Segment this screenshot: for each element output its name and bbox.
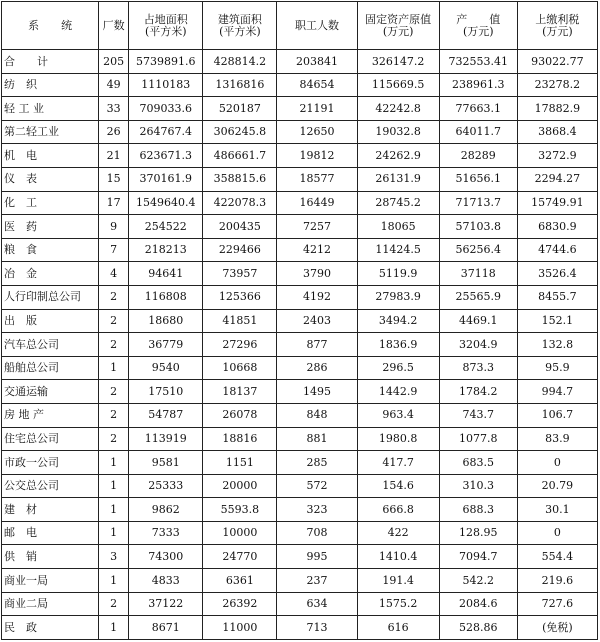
cell-staff: 1495 [277,380,357,404]
table-row [2,545,598,569]
cell-land-area: 5739891.6 [129,50,203,74]
cell-output: 64011.7 [439,120,517,144]
cell-staff: 3790 [277,262,357,286]
cell-profit-tax: 23278.2 [517,73,597,97]
cell-building-area: 520187 [203,97,277,121]
cell-fixed-assets: 28745.2 [357,191,439,215]
cell-system: 房 地 产 [2,403,99,427]
cell-output: 310.3 [439,474,517,498]
cell-staff: 713 [277,616,357,640]
cell-staff: 19812 [277,144,357,168]
cell-building-area: 10000 [203,521,277,545]
cell-building-area: 41851 [203,309,277,333]
cell-factories: 49 [99,73,129,97]
cell-factories: 2 [99,333,129,357]
cell-profit-tax: 4744.6 [517,238,597,262]
cell-building-area: 18137 [203,380,277,404]
cell-building-area: 18816 [203,427,277,451]
cell-building-area: 26078 [203,403,277,427]
cell-fixed-assets: 11424.5 [357,238,439,262]
cell-system: 船舶总公司 [2,356,99,380]
table-row [2,380,598,404]
header-staff: 职工人数 [277,2,357,50]
cell-profit-tax: 152.1 [517,309,597,333]
cell-output: 688.3 [439,498,517,522]
header-profit-tax-unit: (万元) [542,24,573,38]
cell-output: 542.2 [439,569,517,593]
cell-profit-tax: 17882.9 [517,97,597,121]
cell-factories: 205 [99,50,129,74]
cell-system: 商业一局 [2,569,99,593]
table-row [2,97,598,121]
cell-output: 3204.9 [439,333,517,357]
cell-fixed-assets: 26131.9 [357,167,439,191]
table-body [2,50,598,640]
cell-factories: 2 [99,403,129,427]
cell-system: 交通运输 [2,380,99,404]
cell-building-area: 229466 [203,238,277,262]
cell-factories: 3 [99,545,129,569]
cell-land-area: 1110183 [129,73,203,97]
cell-output: 7094.7 [439,545,517,569]
cell-land-area: 9540 [129,356,203,380]
cell-system: 供 销 [2,545,99,569]
cell-fixed-assets: 18065 [357,215,439,239]
cell-building-area: 73957 [203,262,277,286]
cell-staff: 21191 [277,97,357,121]
table-row [2,191,598,215]
cell-fixed-assets: 1410.4 [357,545,439,569]
cell-staff: 18577 [277,167,357,191]
cell-profit-tax: 3868.4 [517,120,597,144]
cell-land-area: 7333 [129,521,203,545]
cell-factories: 2 [99,285,129,309]
cell-profit-tax: 0 [517,521,597,545]
cell-factories: 9 [99,215,129,239]
cell-output: 238961.3 [439,73,517,97]
table-row [2,474,598,498]
cell-staff: 237 [277,569,357,593]
cell-fixed-assets: 27983.9 [357,285,439,309]
cell-output: 873.3 [439,356,517,380]
cell-output: 528.86 [439,616,517,640]
header-building-area [203,2,277,50]
cell-staff: 708 [277,521,357,545]
header-fixed-assets-unit: (万元) [382,24,414,38]
header-system: 系 统 [2,2,99,50]
cell-factories: 33 [99,97,129,121]
table-row [2,498,598,522]
cell-fixed-assets: 296.5 [357,356,439,380]
cell-profit-tax: 3526.4 [517,262,597,286]
cell-system: 医 药 [2,215,99,239]
table-row [2,262,598,286]
cell-fixed-assets: 963.4 [357,403,439,427]
cell-building-area: 125366 [203,285,277,309]
cell-profit-tax: 83.9 [517,427,597,451]
cell-fixed-assets: 1980.8 [357,427,439,451]
cell-building-area: 486661.7 [203,144,277,168]
cell-output: 71713.7 [439,191,517,215]
cell-profit-tax: 554.4 [517,545,597,569]
table-row [2,309,598,333]
cell-staff: 4192 [277,285,357,309]
cell-profit-tax: 0 [517,451,597,475]
cell-land-area: 74300 [129,545,203,569]
cell-profit-tax: 95.9 [517,356,597,380]
table-row [2,616,598,640]
cell-staff: 286 [277,356,357,380]
cell-land-area: 37122 [129,592,203,616]
cell-fixed-assets: 1836.9 [357,333,439,357]
cell-output: 57103.8 [439,215,517,239]
cell-staff: 4212 [277,238,357,262]
cell-profit-tax: 727.6 [517,592,597,616]
cell-profit-tax: 219.6 [517,569,597,593]
header-land-area-title: 占地面积 [143,12,188,26]
cell-factories: 2 [99,592,129,616]
table-row [2,569,598,593]
table-row [2,285,598,309]
table-row [2,73,598,97]
cell-land-area: 54787 [129,403,203,427]
cell-profit-tax: 2294.27 [517,167,597,191]
cell-system: 住宅总公司 [2,427,99,451]
table-row [2,403,598,427]
cell-land-area: 116808 [129,285,203,309]
cell-staff: 12650 [277,120,357,144]
cell-profit-tax: 106.7 [517,403,597,427]
header-fixed-assets-title: 固定资产原值 [365,12,432,26]
cell-building-area: 20000 [203,474,277,498]
cell-land-area: 17510 [129,380,203,404]
cell-staff: 203841 [277,50,357,74]
cell-output: 683.5 [439,451,517,475]
cell-factories: 1 [99,356,129,380]
cell-output: 2084.6 [439,592,517,616]
cell-output: 4469.1 [439,309,517,333]
cell-fixed-assets: 115669.5 [357,73,439,97]
header-land-area-unit: (平方米) [144,24,187,38]
cell-building-area: 11000 [203,616,277,640]
cell-staff: 848 [277,403,357,427]
table-row [2,356,598,380]
table-row [2,592,598,616]
cell-building-area: 1316816 [203,73,277,97]
cell-fixed-assets: 326147.2 [357,50,439,74]
table-row [2,50,598,74]
cell-profit-tax: 994.7 [517,380,597,404]
cell-system: 公交总公司 [2,474,99,498]
cell-output: 25565.9 [439,285,517,309]
cell-land-area: 25333 [129,474,203,498]
cell-land-area: 264767.4 [129,120,203,144]
cell-system: 机 电 [2,144,99,168]
cell-factories: 4 [99,262,129,286]
cell-land-area: 4833 [129,569,203,593]
cell-staff: 995 [277,545,357,569]
cell-profit-tax: 20.79 [517,474,597,498]
cell-factories: 26 [99,120,129,144]
cell-output: 56256.4 [439,238,517,262]
table-row [2,215,598,239]
table-row [2,120,598,144]
cell-factories: 7 [99,238,129,262]
cell-staff: 634 [277,592,357,616]
cell-building-area: 1151 [203,451,277,475]
cell-factories: 21 [99,144,129,168]
cell-building-area: 10668 [203,356,277,380]
cell-factories: 15 [99,167,129,191]
cell-factories: 1 [99,616,129,640]
cell-system: 汽车总公司 [2,333,99,357]
header-building-area-title: 建筑面积 [217,12,262,26]
cell-profit-tax: 3272.9 [517,144,597,168]
header-output-unit: (万元) [462,24,494,38]
cell-profit-tax: 30.1 [517,498,597,522]
cell-building-area: 27296 [203,333,277,357]
cell-staff: 16449 [277,191,357,215]
header-building-area-unit: (平方米) [219,24,261,38]
cell-staff: 572 [277,474,357,498]
cell-factories: 1 [99,521,129,545]
cell-building-area: 306245.8 [203,120,277,144]
table-header-row [2,2,598,50]
cell-profit-tax: (免税) [517,616,597,640]
cell-system: 仪 表 [2,167,99,191]
cell-land-area: 9862 [129,498,203,522]
cell-fixed-assets: 24262.9 [357,144,439,168]
table-row [2,144,598,168]
cell-system: 冶 金 [2,262,99,286]
cell-system: 建 材 [2,498,99,522]
cell-building-area: 428814.2 [203,50,277,74]
cell-profit-tax: 6830.9 [517,215,597,239]
cell-staff: 2403 [277,309,357,333]
cell-output: 51656.1 [439,167,517,191]
cell-system: 轻 工 业 [2,97,99,121]
header-factories: 厂数 [99,2,129,50]
cell-land-area: 113919 [129,427,203,451]
cell-staff: 881 [277,427,357,451]
header-output-title: 产 值 [456,12,501,26]
header-profit-tax [517,2,597,50]
table-row [2,167,598,191]
cell-fixed-assets: 191.4 [357,569,439,593]
industry-statistics-table [1,1,598,640]
cell-land-area: 254522 [129,215,203,239]
cell-fixed-assets: 3494.2 [357,309,439,333]
cell-system: 出 版 [2,309,99,333]
cell-fixed-assets: 1442.9 [357,380,439,404]
cell-fixed-assets: 1575.2 [357,592,439,616]
cell-land-area: 1549640.4 [129,191,203,215]
table-row [2,238,598,262]
cell-system: 粮 食 [2,238,99,262]
cell-profit-tax: 15749.91 [517,191,597,215]
cell-building-area: 6361 [203,569,277,593]
table-row [2,451,598,475]
cell-staff: 323 [277,498,357,522]
cell-output: 1784.2 [439,380,517,404]
cell-building-area: 200435 [203,215,277,239]
cell-factories: 2 [99,427,129,451]
cell-output: 28289 [439,144,517,168]
header-fixed-assets [357,2,439,50]
cell-output: 1077.8 [439,427,517,451]
cell-land-area: 94641 [129,262,203,286]
cell-fixed-assets: 616 [357,616,439,640]
cell-system: 化 工 [2,191,99,215]
cell-building-area: 24770 [203,545,277,569]
cell-factories: 1 [99,451,129,475]
cell-staff: 877 [277,333,357,357]
cell-system: 合 计 [2,50,99,74]
cell-factories: 2 [99,380,129,404]
cell-system: 商业二局 [2,592,99,616]
cell-fixed-assets: 42242.8 [357,97,439,121]
table-row [2,427,598,451]
cell-output: 732553.41 [439,50,517,74]
cell-land-area: 623671.3 [129,144,203,168]
cell-building-area: 5593.8 [203,498,277,522]
cell-fixed-assets: 422 [357,521,439,545]
cell-system: 纺 织 [2,73,99,97]
cell-staff: 7257 [277,215,357,239]
cell-system: 第二轻工业 [2,120,99,144]
table-row [2,333,598,357]
cell-building-area: 26392 [203,592,277,616]
cell-land-area: 18680 [129,309,203,333]
cell-fixed-assets: 19032.8 [357,120,439,144]
cell-land-area: 9581 [129,451,203,475]
cell-land-area: 370161.9 [129,167,203,191]
cell-staff: 285 [277,451,357,475]
cell-building-area: 358815.6 [203,167,277,191]
cell-land-area: 218213 [129,238,203,262]
cell-fixed-assets: 154.6 [357,474,439,498]
cell-profit-tax: 8455.7 [517,285,597,309]
cell-land-area: 8671 [129,616,203,640]
cell-output: 37118 [439,262,517,286]
cell-factories: 2 [99,309,129,333]
cell-fixed-assets: 417.7 [357,451,439,475]
cell-building-area: 422078.3 [203,191,277,215]
cell-land-area: 36779 [129,333,203,357]
cell-fixed-assets: 5119.9 [357,262,439,286]
cell-factories: 17 [99,191,129,215]
cell-staff: 84654 [277,73,357,97]
cell-system: 人行印制总公司 [2,285,99,309]
header-output [439,2,517,50]
cell-system: 市政一公司 [2,451,99,475]
header-profit-tax-title: 上缴利税 [535,12,580,26]
cell-output: 128.95 [439,521,517,545]
cell-factories: 1 [99,474,129,498]
cell-profit-tax: 93022.77 [517,50,597,74]
cell-profit-tax: 132.8 [517,333,597,357]
cell-land-area: 709033.6 [129,97,203,121]
cell-system: 邮 电 [2,521,99,545]
cell-output: 743.7 [439,403,517,427]
cell-fixed-assets: 666.8 [357,498,439,522]
cell-output: 77663.1 [439,97,517,121]
cell-factories: 1 [99,498,129,522]
table-row [2,521,598,545]
header-land-area [129,2,203,50]
cell-factories: 1 [99,569,129,593]
cell-system: 民 政 [2,616,99,640]
